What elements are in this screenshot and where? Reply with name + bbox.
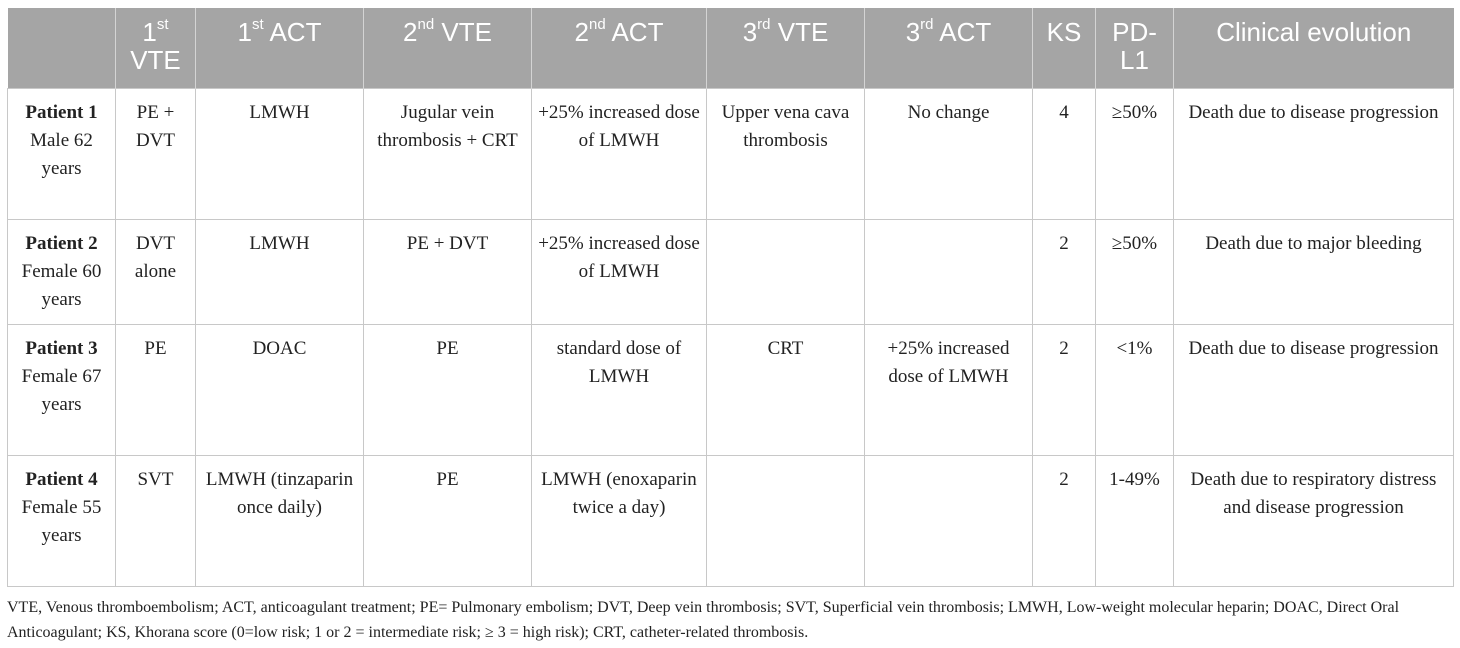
patient-cell: Patient 1 Male 62 years bbox=[8, 89, 116, 220]
header-row bbox=[8, 8, 1454, 89]
vte1-cell: PE bbox=[116, 325, 196, 456]
table-row bbox=[8, 89, 1454, 220]
pdl1-cell: ≥50% bbox=[1096, 89, 1174, 220]
pdl1-cell: ≥50% bbox=[1096, 220, 1174, 325]
vte1-cell: PE + DVT bbox=[116, 89, 196, 220]
act1-cell: LMWH bbox=[196, 220, 364, 325]
vte2-cell: PE bbox=[364, 456, 532, 587]
act3-cell: No change bbox=[865, 89, 1033, 220]
header-vte1: 1st VTE bbox=[116, 8, 196, 89]
table-footnote: VTE, Venous thromboembolism; ACT, anticoagulant treatment; PE= Pulmonary embolism; DVT, Deep vein thrombosis; SVT, Superficial vein thrombosis; LMWH, Low-weight molecular heparin; DOAC, Direct Oral Anticoagulant; KS, Khorana score (0=low risk; 1 or 2 = intermediate risk; ≥ 3 = high risk); CRT, catheter-related thrombosis. bbox=[7, 599, 1400, 641]
patient-table bbox=[7, 8, 1454, 587]
evolution-cell: Death due to major bleeding bbox=[1174, 220, 1454, 325]
table-container bbox=[7, 8, 1453, 645]
act3-cell: +25% increased dose of LMWH bbox=[865, 325, 1033, 456]
vte3-cell: CRT bbox=[707, 325, 865, 456]
evolution-cell: Death due to disease progression bbox=[1174, 325, 1454, 456]
header-ks: KS bbox=[1033, 8, 1096, 89]
act2-cell: +25% increased dose of LMWH bbox=[532, 220, 707, 325]
header-evolution: Clinical evolution bbox=[1174, 8, 1454, 89]
act1-cell: DOAC bbox=[196, 325, 364, 456]
vte3-cell bbox=[707, 220, 865, 325]
header-pdl1: PD-L1 bbox=[1096, 8, 1174, 89]
header-act2: 2nd ACT bbox=[532, 8, 707, 89]
act1-cell: LMWH (tinzaparin once daily) bbox=[196, 456, 364, 587]
header-empty bbox=[8, 8, 116, 89]
ks-cell: 4 bbox=[1033, 89, 1096, 220]
act1-cell: LMWH bbox=[196, 89, 364, 220]
table-row bbox=[8, 456, 1454, 587]
pdl1-cell: <1% bbox=[1096, 325, 1174, 456]
header-act3: 3rd ACT bbox=[865, 8, 1033, 89]
act2-cell: +25% increased dose of LMWH bbox=[532, 89, 707, 220]
table-row bbox=[8, 220, 1454, 325]
act3-cell bbox=[865, 220, 1033, 325]
vte2-cell: PE + DVT bbox=[364, 220, 532, 325]
patient-cell: Patient 3 Female 67 years bbox=[8, 325, 116, 456]
evolution-cell: Death due to respiratory distress and disease progression bbox=[1174, 456, 1454, 587]
act2-cell: standard dose of LMWH bbox=[532, 325, 707, 456]
patient-cell: Patient 2 Female 60 years bbox=[8, 220, 116, 325]
vte2-cell: Jugular vein thrombosis + CRT bbox=[364, 89, 532, 220]
vte3-cell bbox=[707, 456, 865, 587]
act2-cell: LMWH (enoxaparin twice a day) bbox=[532, 456, 707, 587]
header-vte3: 3rd VTE bbox=[707, 8, 865, 89]
vte3-cell: Upper vena cava thrombosis bbox=[707, 89, 865, 220]
header-vte2: 2nd VTE bbox=[364, 8, 532, 89]
header-act1: 1st ACT bbox=[196, 8, 364, 89]
patient-cell: Patient 4 Female 55 years bbox=[8, 456, 116, 587]
vte1-cell: DVT alone bbox=[116, 220, 196, 325]
act3-cell bbox=[865, 456, 1033, 587]
vte1-cell: SVT bbox=[116, 456, 196, 587]
table-row bbox=[8, 325, 1454, 456]
ks-cell: 2 bbox=[1033, 325, 1096, 456]
ks-cell: 2 bbox=[1033, 456, 1096, 587]
evolution-cell: Death due to disease progression bbox=[1174, 89, 1454, 220]
pdl1-cell: 1-49% bbox=[1096, 456, 1174, 587]
ks-cell: 2 bbox=[1033, 220, 1096, 325]
vte2-cell: PE bbox=[364, 325, 532, 456]
